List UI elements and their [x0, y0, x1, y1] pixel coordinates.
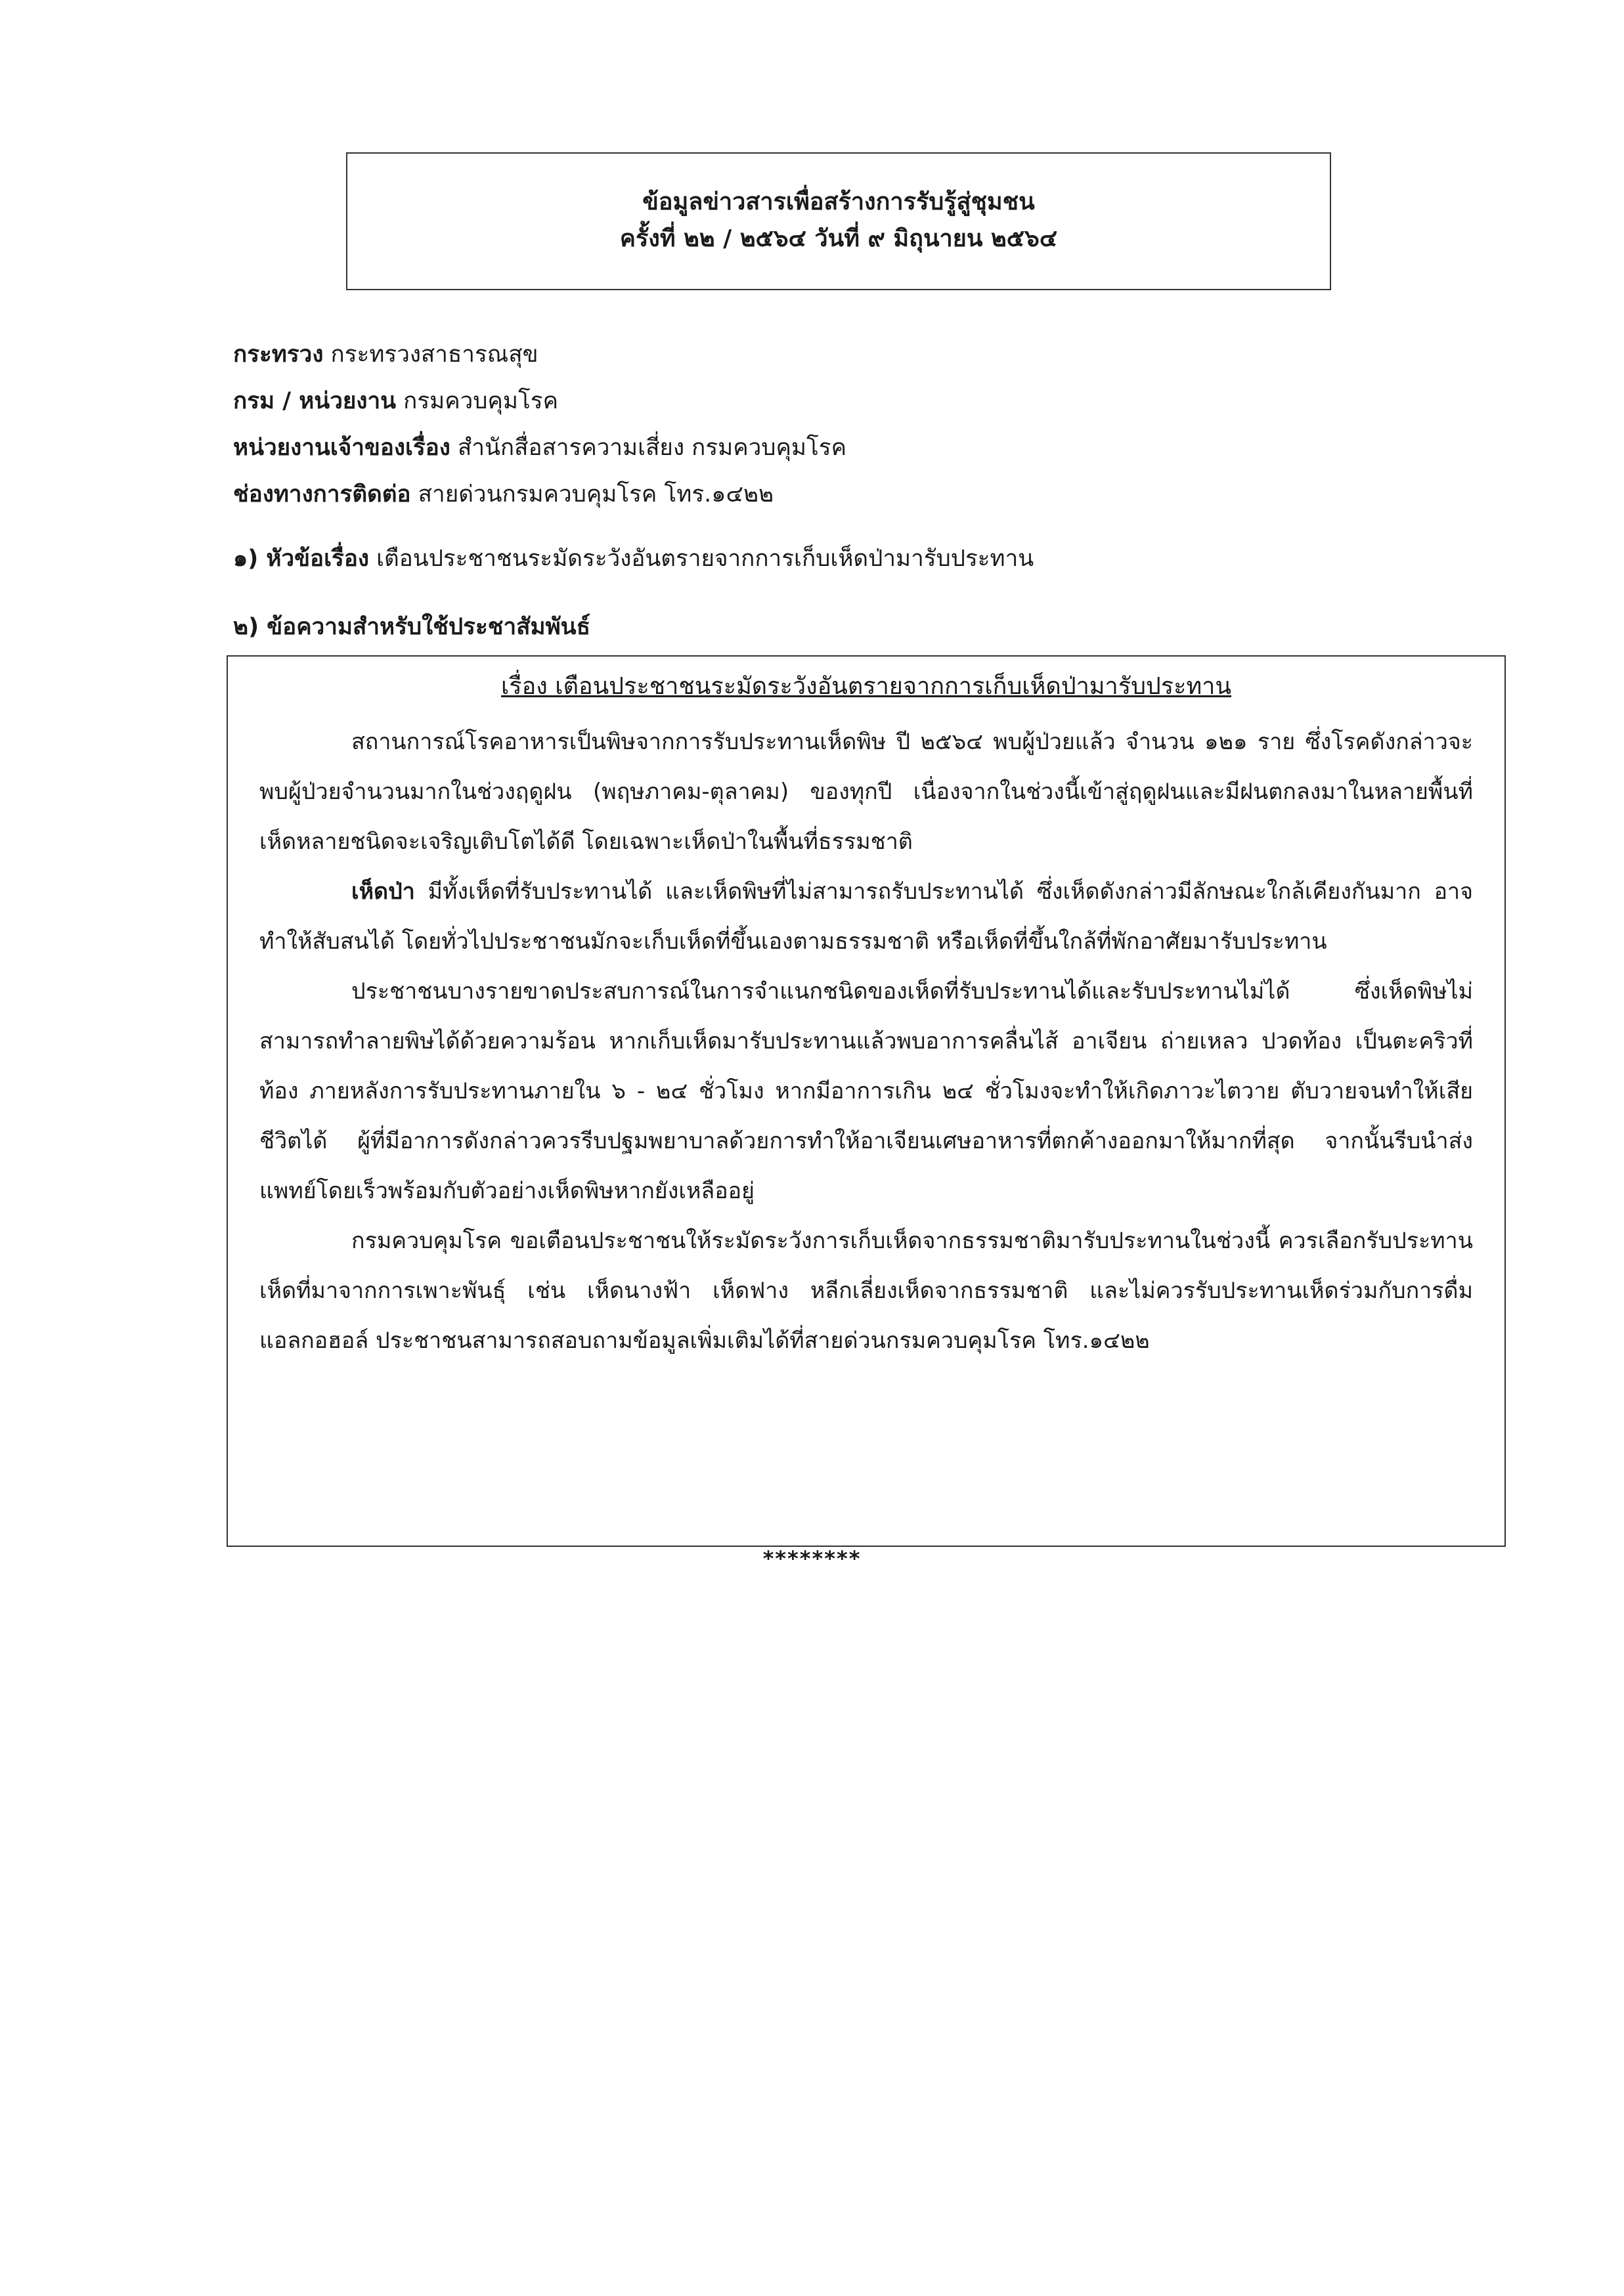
pr-label: ๒) ข้อความสำหรับใช้ประชาสัมพันธ์ [233, 614, 590, 640]
ministry-label: กระทรวง [233, 341, 324, 368]
notice-paragraph-1: สถานการณ์โรคอาหารเป็นพิษจากการรับประทานเห็ดพิษ ปี ๒๕๖๔ พบผู้ป่วยแล้ว จำนวน ๑๒๑ ราย ซึ่งโรคดังกล่าวจะพบผู้ป่วยจำนวนมากในช่วงฤดูฝน (พฤษภาคม-ตุลาคม) ของทุกปี เนื่องจากในช่วงนี้เข้าสู่ฤดูฝนและมีฝนตกลงมาในหลายพื้นที่ เห็ดหลายชนิดจะเจริญเติบโตได้ดี โดยเฉพาะเห็ดป่าในพื้นที่ธรรมชาติ [259, 729, 1473, 855]
topic-label: ๑) หัวข้อเรื่อง [233, 546, 369, 572]
ministry-value: กระทรวงสาธารณสุข [323, 341, 538, 368]
issue-line: ครั้งที่ ๒๒ / ๒๕๖๔ วันที่ ๙ มิถุนายน ๒๕๖๔ [619, 225, 1058, 252]
department-label: กรม / หน่วยงาน [233, 388, 397, 414]
document-title: ข้อมูลข่าวสารเพื่อสร้างการรับรู้สู่ชุมชน [642, 188, 1035, 215]
meta-contact [233, 478, 1481, 511]
notice-paragraph-2 [259, 867, 1473, 966]
meta-ministry [233, 338, 1481, 371]
topic-value: เตือนประชาชนระมัดระวังอันตรายจากการเก็บเห็ดป่ามารับประทาน [368, 546, 1034, 572]
meta-topic [233, 542, 1481, 575]
notice-paragraph-2-text: มีทั้งเห็ดที่รับประทานได้ และเห็ดพิษที่ไม่สามารถรับประทานได้ ซึ่งเห็ดดังกล่าวมีลักษณะใกล้เคียงกันมาก อาจทำให้สับสนได้ โดยทั่วไปประชาชนมักจะเก็บเห็ดที่ขึ้นเองตามธรรมชาติ หรือเห็ดที่ขึ้นใกล้ที่พักอาศัยมารับประทาน [259, 878, 1473, 955]
owner-value: สำนักสื่อสารความเสี่ยง กรมควบคุมโรค [450, 435, 846, 461]
notice-box [227, 655, 1506, 1547]
owner-label: หน่วยงานเจ้าของเรื่อง [233, 435, 450, 461]
notice-paragraph-3: ประชาชนบางรายขาดประสบการณ์ในการจำแนกชนิดของเห็ดที่รับประทานได้และรับประทานไม่ได้ ซึ่งเห็ดพิษไม่สามารถทำลายพิษได้ด้วยความร้อน หากเก็บเห็ดมารับประทานแล้วพบอาการคลื่นไส้ อาเจียน ถ่ายเหลว ปวดท้อง เป็นตะคริวที่ท้อง ภายหลังการรับประทานภายใน ๖ - ๒๔ ชั่วโมง หากมีอาการเกิน ๒๔ ชั่วโมงจะทำให้เกิดภาวะไตวาย ตับวายจนทำให้เสียชีวิตได้ ผู้ที่มีอาการดังกล่าวควรรีบปฐมพยาบาลด้วยการทำให้อาเจียนเศษอาหารที่ตกค้างออกมาให้มากที่สุด จากนั้นรีบนำส่งแพทย์โดยเร็วพร้อมกับตัวอย่างเห็ดพิษหากยังเหลืออยู่ [259, 978, 1473, 1204]
contact-label: ช่องทางการติดต่อ [233, 481, 411, 508]
notice-paragraph-4: กรมควบคุมโรค ขอเตือนประชาชนให้ระมัดระวังการเก็บเห็ดจากธรรมชาติมารับประทานในช่วงนี้ ควรเลือกรับประทานเห็ดที่มาจากการเพาะพันธุ์ เช่น เห็ดนางฟ้า เห็ดฟาง หลีกเลี่ยงเห็ดจากธรรมชาติ และไม่ควรรับประทานเห็ดร่วมกับการดื่มแอลกอฮอล์ ประชาชนสามารถสอบถามข้อมูลเพิ่มเติมได้ที่สายด่วนกรมควบคุมโรค โทร.๑๔๒๒ [259, 1228, 1473, 1354]
end-marker: ******** [762, 1546, 862, 1571]
meta-department [233, 385, 1481, 418]
notice-title: เรื่อง เตือนประชาชนระมัดระวังอันตรายจากการเก็บเห็ดป่ามารับประทาน [500, 673, 1231, 700]
header-box [346, 152, 1331, 290]
meta-pr-heading [233, 611, 1481, 643]
meta-owner [233, 431, 1481, 464]
department-value: กรมควบคุมโรค [396, 388, 559, 414]
contact-value: สายด่วนกรมควบคุมโรค โทร.๑๔๒๒ [410, 481, 774, 508]
wild-mushroom-term: เห็ดป่า [351, 878, 415, 905]
